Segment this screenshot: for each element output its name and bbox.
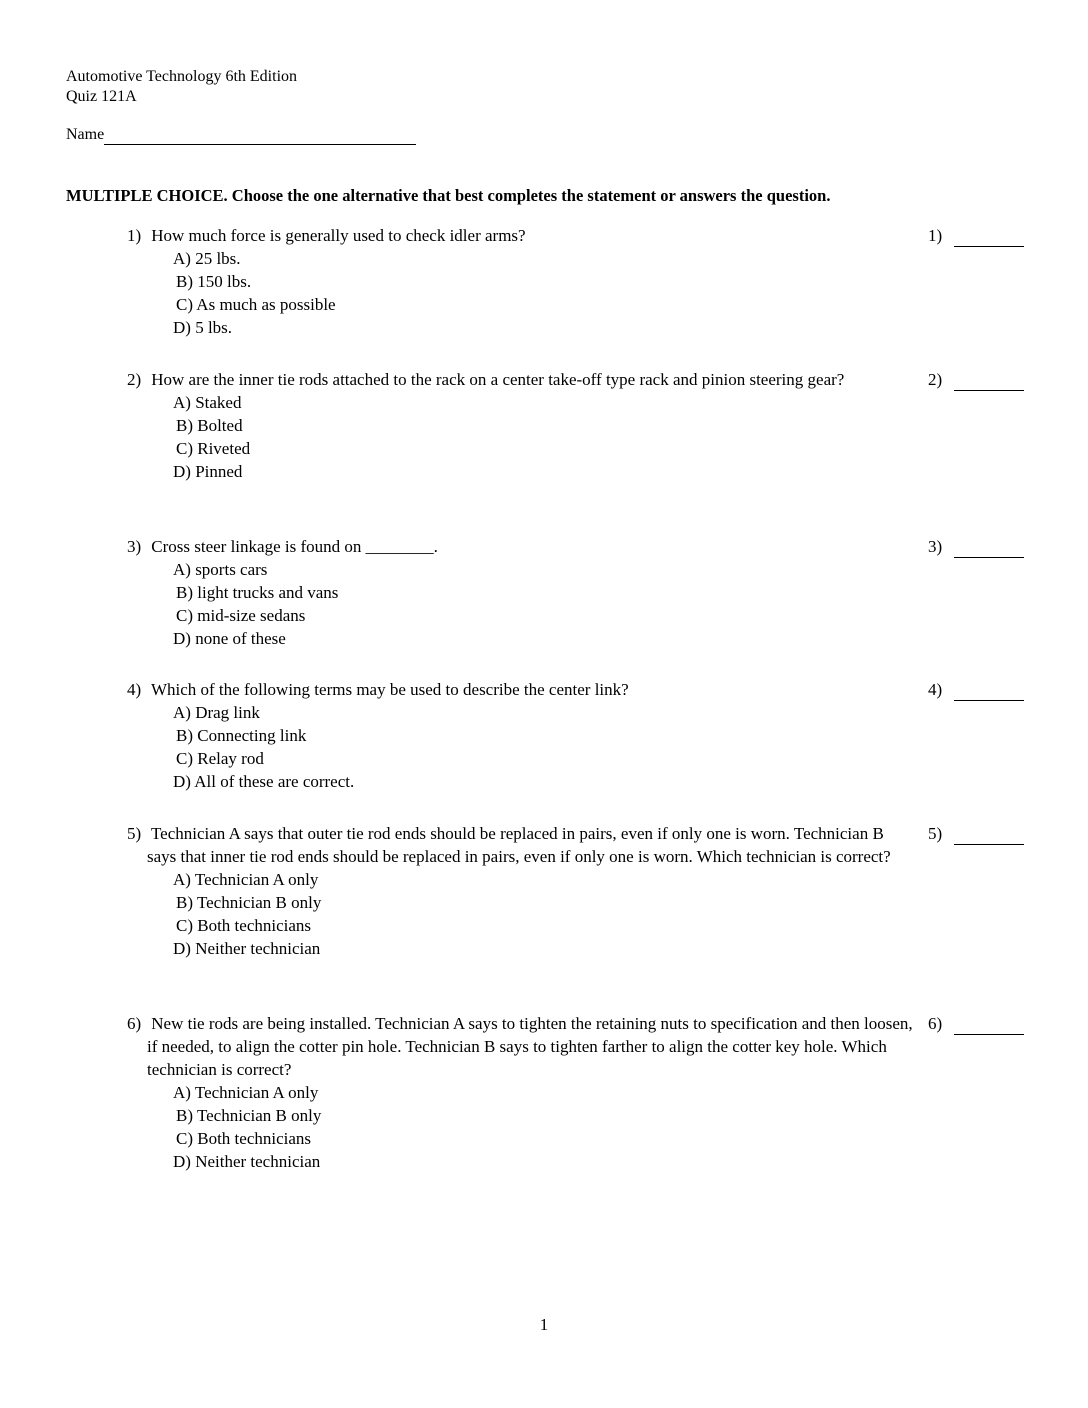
question-text: New tie rods are being installed. Technician A says to tighten the retaining nuts to specification and then loosen, if needed, to align the cotter pin hole. Technician B says to tighten farther to align the cotter key hole. Which technician is correct? [147, 1014, 913, 1079]
option-a: A) sports cars [173, 560, 268, 579]
option-c: C) As much as possible [176, 295, 336, 314]
question-stem [127, 1012, 917, 1081]
option-c: C) Both technicians [176, 916, 312, 935]
answer-number: 3) [928, 537, 943, 556]
question-text: How much force is generally used to check idler arms? [151, 226, 526, 245]
answer-line[interactable] [954, 374, 1024, 391]
quiz-id: Quiz 121A [66, 88, 137, 105]
option-d: D) Pinned [173, 462, 243, 481]
option-c: C) Relay rod [176, 749, 264, 768]
question-text: How are the inner tie rods attached to the rack on a center take-off type rack and pinion steering gear? [151, 370, 845, 389]
answer-number: 6) [928, 1014, 943, 1033]
question-text: Which of the following terms may be used to describe the center link? [150, 680, 629, 699]
answer-blank-5 [928, 822, 1024, 845]
option-d: D) All of these are correct. [173, 772, 355, 791]
answer-blank-6 [928, 1012, 1024, 1035]
answer-number: 5) [928, 824, 943, 843]
option-a: A) Technician A only [173, 870, 319, 889]
option-b: B) 150 lbs. [176, 272, 252, 291]
answer-blank-4 [928, 678, 1024, 701]
option-a: A) Drag link [173, 703, 260, 722]
option-a: A) 25 lbs. [173, 249, 241, 268]
question-3 [127, 535, 917, 650]
answer-number: 1) [928, 226, 943, 245]
answer-number: 4) [928, 680, 943, 699]
instructions-heading: MULTIPLE CHOICE. Choose the one alternative that best completes the statement or answers the question. [66, 186, 831, 205]
option-c: C) Both technicians [176, 1129, 312, 1148]
option-d: D) Neither technician [173, 1152, 321, 1171]
document-title: Automotive Technology 6th Edition [66, 68, 298, 85]
question-5 [127, 822, 917, 960]
option-c: C) mid-size sedans [176, 606, 306, 625]
page-number: 1 [539, 1315, 549, 1334]
question-number: 5) [127, 824, 142, 843]
answer-line[interactable] [954, 541, 1024, 558]
question-text: Technician A says that outer tie rod ends should be replaced in pairs, even if only one is worn. Technician B says that inner tie rod ends should be replaced in pairs, even if only one is worn. Which technician is correct? [147, 824, 891, 866]
option-b: B) Technician B only [176, 1106, 322, 1125]
option-b: B) Bolted [176, 416, 243, 435]
answer-blank-2 [928, 368, 1024, 391]
option-d: D) Neither technician [173, 939, 321, 958]
name-label: Name [66, 126, 105, 143]
answer-line[interactable] [954, 684, 1024, 701]
name-blank-line[interactable] [104, 126, 416, 145]
option-b: B) Connecting link [176, 726, 307, 745]
question-stem [127, 535, 917, 558]
question-number: 6) [127, 1014, 142, 1033]
answer-line[interactable] [954, 1018, 1024, 1035]
question-6 [127, 1012, 917, 1173]
question-stem [127, 678, 917, 701]
question-2 [127, 368, 917, 483]
question-text: Cross steer linkage is found on ________. [151, 537, 438, 556]
name-field-row [66, 125, 416, 145]
option-d: D) none of these [173, 629, 286, 648]
question-number: 4) [127, 680, 142, 699]
option-b: B) light trucks and vans [176, 583, 339, 602]
question-1 [127, 224, 917, 339]
answer-number: 2) [928, 370, 943, 389]
question-stem [127, 822, 917, 868]
question-stem [127, 368, 917, 391]
answer-line[interactable] [954, 230, 1024, 247]
option-a: A) Staked [173, 393, 242, 412]
question-4 [127, 678, 917, 793]
question-number: 3) [127, 537, 142, 556]
answer-blank-1 [928, 224, 1024, 247]
option-b: B) Technician B only [176, 893, 322, 912]
option-c: C) Riveted [176, 439, 251, 458]
question-number: 1) [127, 226, 142, 245]
option-d: D) 5 lbs. [173, 318, 233, 337]
answer-line[interactable] [954, 828, 1024, 845]
question-number: 2) [127, 370, 142, 389]
answer-blank-3 [928, 535, 1024, 558]
question-stem [127, 224, 917, 247]
option-a: A) Technician A only [173, 1083, 319, 1102]
